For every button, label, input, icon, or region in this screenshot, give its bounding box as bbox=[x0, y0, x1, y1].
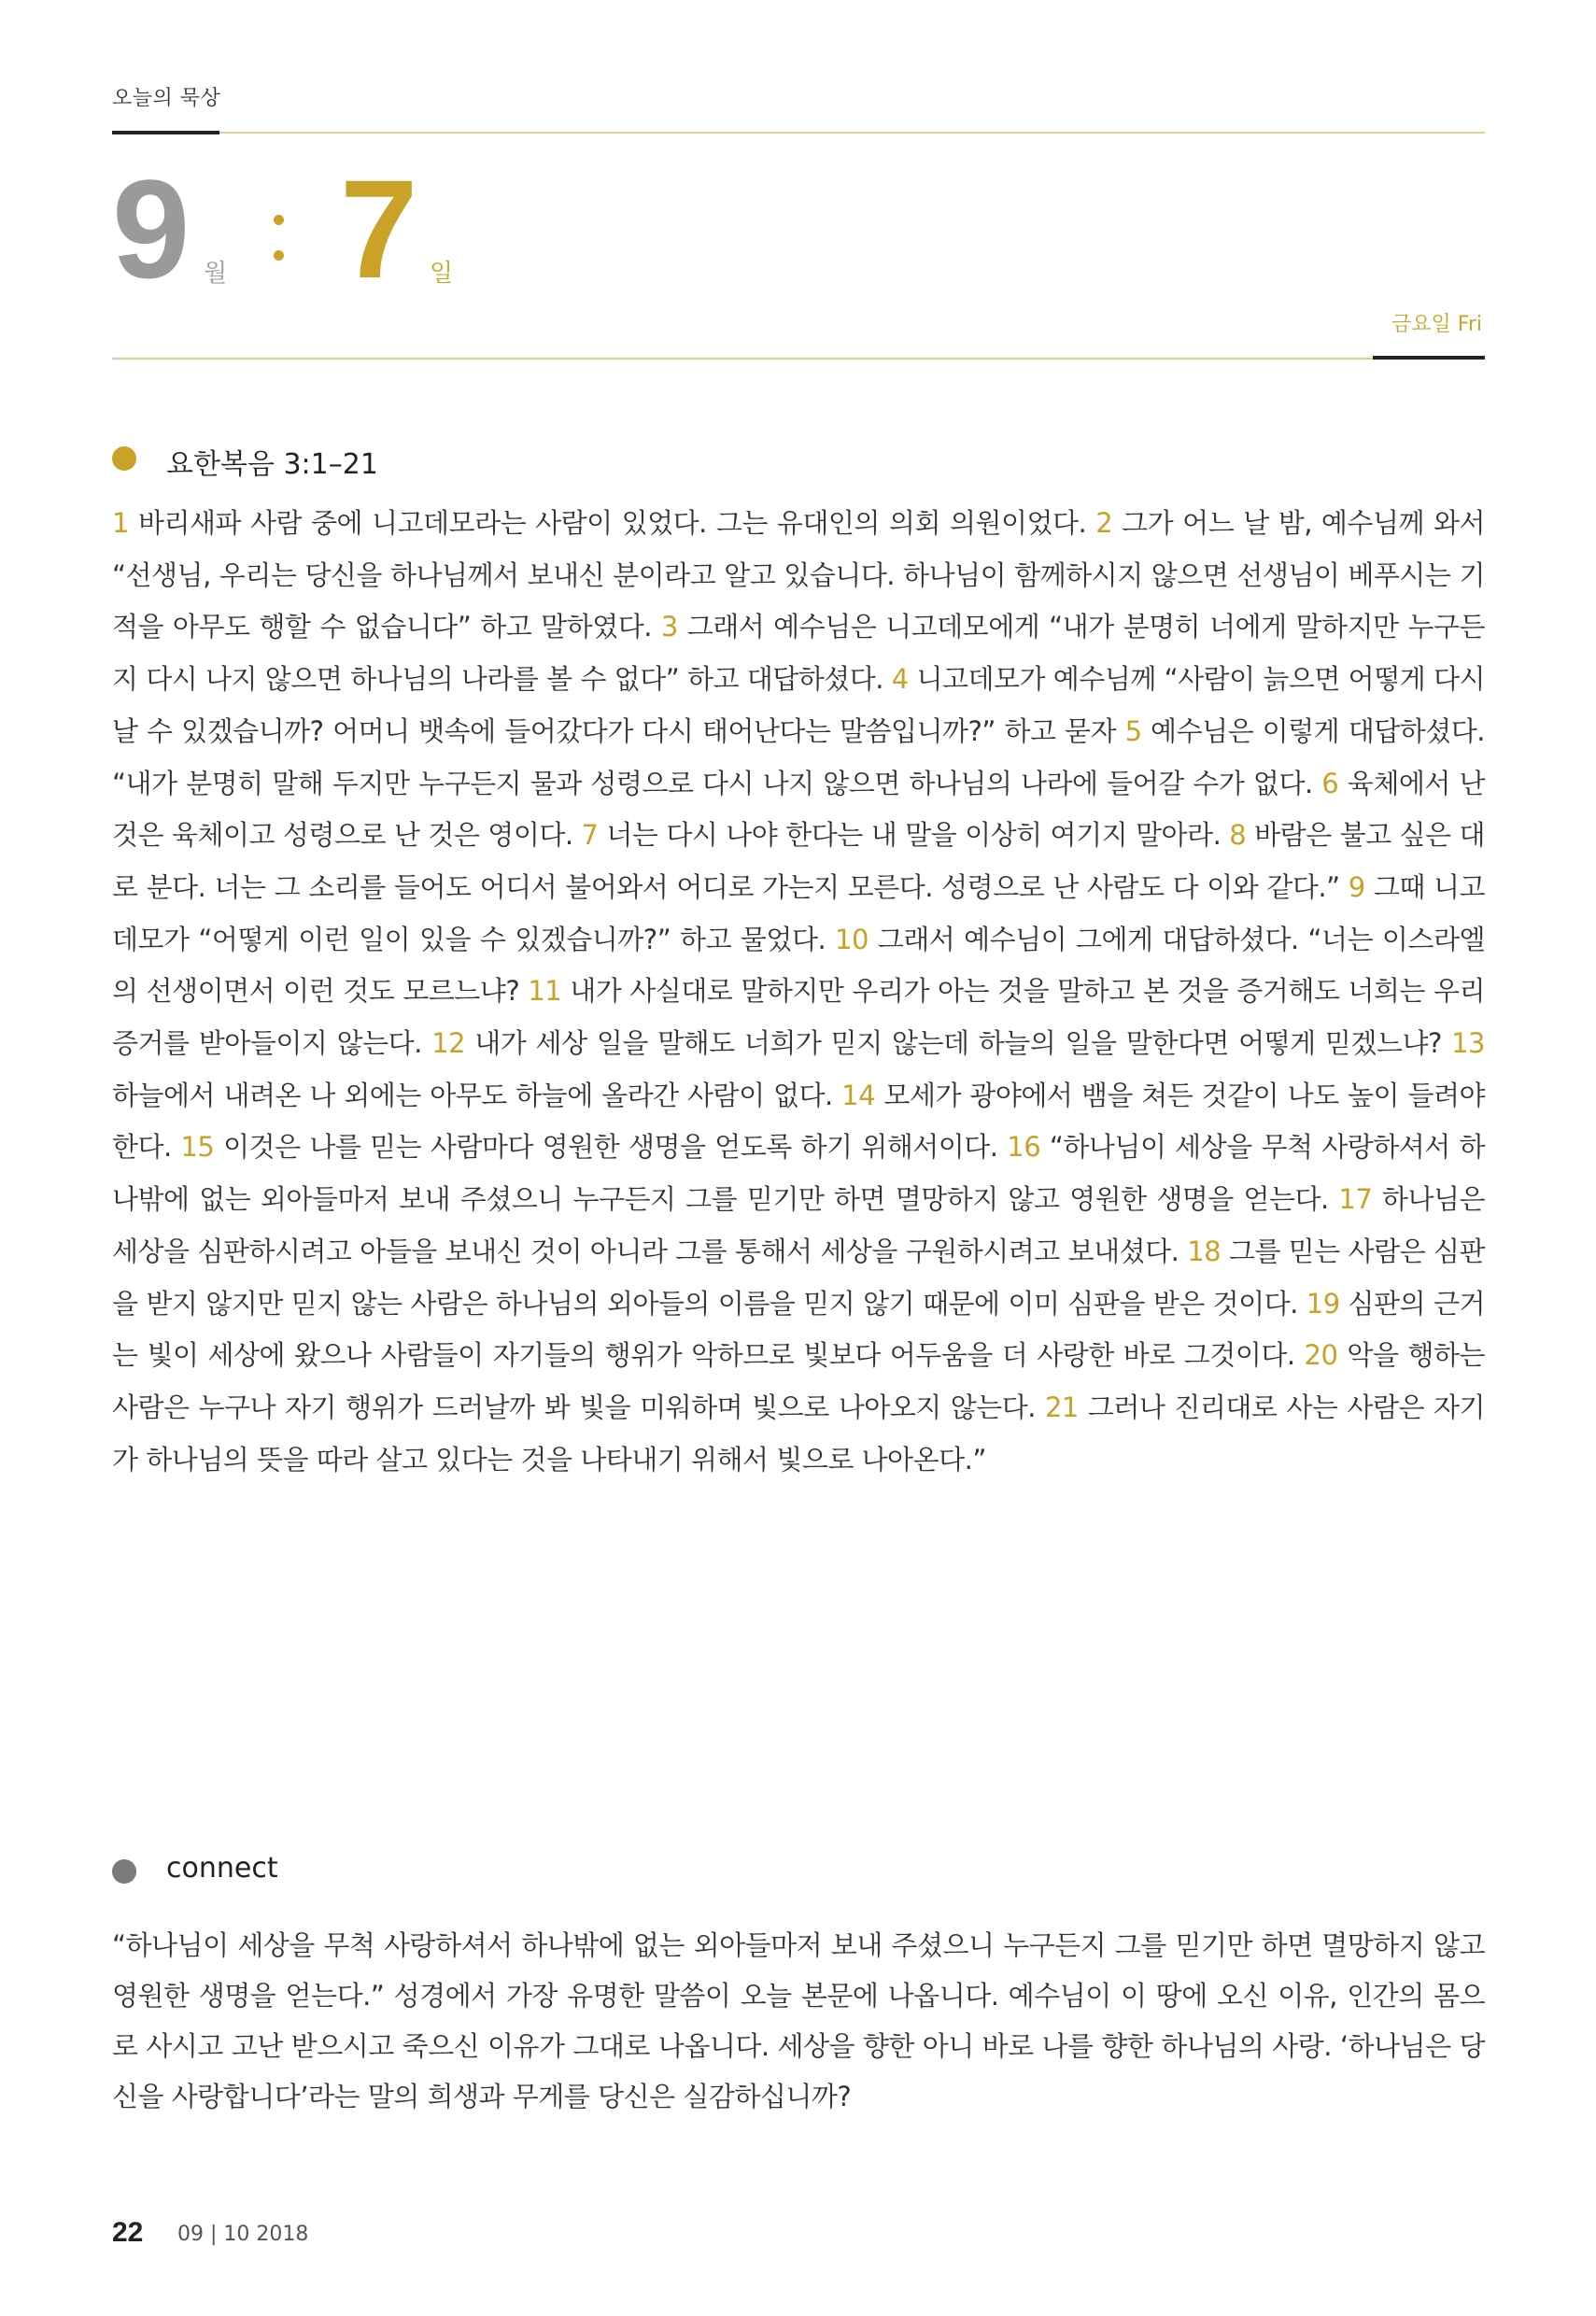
month-number: 9 bbox=[112, 150, 191, 307]
verse-number: 19 bbox=[1306, 1287, 1340, 1320]
colon-dot-bottom bbox=[274, 250, 284, 261]
day-number: 7 bbox=[340, 150, 418, 307]
verse-number: 13 bbox=[1451, 1027, 1485, 1060]
date-rule-thick bbox=[1373, 356, 1485, 360]
verse-text: 그를 믿는 사람은 심판을 받지 않지만 믿지 않는 사람은 하나님의 외아들의 이름을 믿지 않기 때문에 이미 심판을 받은 것이다. bbox=[112, 1235, 1486, 1320]
verse-text: 그래서 예수님이 그에게 대답하셨다. “너는 이스라엘의 선생이면서 이런 것도 모르느냐? bbox=[112, 923, 1485, 1008]
verse-text: 하늘에서 내려온 나 외에는 아무도 하늘에 올라간 사람이 없다. bbox=[112, 1079, 842, 1111]
verse-text: 이것은 나를 믿는 사람마다 영원한 생명을 얻도록 하기 위해서이다. bbox=[214, 1131, 1008, 1164]
date-rule-thin bbox=[112, 358, 1373, 360]
day-unit: 일 bbox=[430, 260, 454, 288]
verse-number: 11 bbox=[528, 975, 562, 1008]
verse-number: 8 bbox=[1229, 819, 1247, 852]
verse-text: 모세가 광야에서 뱀을 쳐든 것같이 나도 높이 들려야 한다. bbox=[112, 1079, 1485, 1164]
connect-bullet-icon bbox=[112, 1859, 136, 1884]
verse-text: 내가 사실대로 말하지만 우리가 아는 것을 말하고 본 것을 증거해도 너희는 우리 증거를 받아들이지 않는다. bbox=[112, 975, 1485, 1060]
verse-number: 5 bbox=[1124, 714, 1142, 747]
header-rule-thin bbox=[219, 132, 1485, 134]
passage-bullet-icon bbox=[112, 446, 136, 471]
verse-number: 6 bbox=[1321, 767, 1339, 799]
verse-text: 바리새파 사람 중에 니고데모라는 사람이 있었다. 그는 유대인의 의회 의원이었다. bbox=[128, 507, 1096, 539]
verse-number: 3 bbox=[660, 611, 678, 643]
date-display bbox=[112, 150, 1485, 307]
verse-text: “하나님이 세상을 무척 사랑하셔서 하나밖에 없는 외아들마저 보내 주셨으니 누구든지 그를 믿기만 하면 멸망하지 않고 영원한 생명을 얻는다. bbox=[112, 1131, 1486, 1216]
verse-text: 예수님은 이렇게 대답하셨다. “내가 분명히 말해 두지만 누구든지 물과 성령으로 다시 나지 않으면 하나님의 나라에 들어갈 수가 없다. bbox=[112, 714, 1485, 799]
verse-text: 하나님은 세상을 심판하시려고 아들을 보내신 것이 아니라 그를 통해서 세상을 구원하시려고 보내셨다. bbox=[112, 1183, 1485, 1267]
verse-number: 10 bbox=[835, 923, 869, 955]
verse-number: 12 bbox=[431, 1027, 466, 1060]
verse-text: 그래서 예수님은 니고데모에게 “내가 분명히 너에게 말하지만 누구든지 다시 나지 않으면 하나님의 나라를 볼 수 없다” 하고 대답하셨다. bbox=[112, 611, 1485, 696]
issue-date: 09 | 10 2018 bbox=[177, 2223, 309, 2246]
passage-body bbox=[112, 498, 1485, 1486]
header-rule-thick bbox=[112, 131, 219, 134]
section-label: 오늘의 묵상 bbox=[112, 87, 221, 110]
verse-number: 14 bbox=[841, 1079, 876, 1111]
verse-number: 18 bbox=[1187, 1235, 1222, 1267]
verse-number: 15 bbox=[180, 1131, 215, 1164]
colon-dot-top bbox=[274, 215, 284, 225]
connect-body: “하나님이 세상을 무척 사랑하셔서 하나밖에 없는 외아들마저 보내 주셨으니 누구든지 그를 믿기만 하면 멸망하지 않고 영원한 생명을 얻는다.” 성경에서 가장 유명한 말씀이 오늘 본문에 나옵니다. 예수님이 이 땅에 오신 이유, 인간의 몸으로 사시고 고난 받으시고 죽으신 이유가 그대로 나옵니다. 세상을 향한 아니 바로 나를 향한 하나님의 사랑. ‘하나님은 당신을 사랑합니다’라는 말의 희생과 무게를 당신은 실감하십니까? bbox=[112, 1929, 1485, 2112]
verse-text: 심판의 근거는 빛이 세상에 왔으나 사람들이 자기들의 행위가 악하므로 빛보다 어두움을 더 사랑한 바로 그것이다. bbox=[112, 1287, 1485, 1372]
verse-number: 21 bbox=[1044, 1391, 1079, 1423]
verse-number: 7 bbox=[581, 819, 599, 852]
verse-number: 2 bbox=[1095, 507, 1113, 539]
month-unit: 월 bbox=[204, 260, 228, 288]
verse-text: 바람은 불고 싶은 대로 분다. 너는 그 소리를 들어도 어디서 불어와서 어디로 가는지 모른다. 성령으로 난 사람도 다 이와 같다.” bbox=[112, 819, 1485, 903]
verse-text: 내가 세상 일을 말해도 너희가 믿지 않는데 하늘의 일을 말한다면 어떻게 믿겠느냐? bbox=[465, 1027, 1452, 1060]
connect-heading: connect bbox=[166, 1852, 278, 1885]
weekday-label: 금요일 Fri bbox=[1391, 313, 1482, 336]
verse-number: 20 bbox=[1304, 1339, 1338, 1372]
passage-heading: 요한복음 3:1–21 bbox=[166, 448, 378, 481]
verse-number: 4 bbox=[891, 663, 909, 696]
verse-number: 9 bbox=[1348, 870, 1365, 903]
verse-text: 니고데모가 예수님께 “사람이 늙으면 어떻게 다시 날 수 있겠습니까? 어머니 뱃속에 들어갔다가 다시 태어난다는 말씀입니까?” 하고 묻자 bbox=[112, 663, 1485, 747]
verse-number: 16 bbox=[1007, 1131, 1041, 1164]
verse-number: 17 bbox=[1338, 1183, 1373, 1216]
verse-text: 육체에서 난 것은 육체이고 성령으로 난 것은 영이다. bbox=[112, 767, 1485, 852]
verse-number: 1 bbox=[112, 507, 129, 539]
verse-text: 그가 어느 날 밤, 예수님께 와서 “선생님, 우리는 당신을 하나님께서 보내신 분이라고 알고 있습니다. 하나님이 함께하시지 않으면 선생님이 베푸시는 기적을 아무도 행할 수 없습니다” 하고 말하였다. bbox=[112, 507, 1485, 643]
verse-text: 악을 행하는 사람은 누구나 자기 행위가 드러날까 봐 빛을 미워하며 빛으로 나아오지 않는다. bbox=[112, 1339, 1485, 1423]
verse-text: 그러나 진리대로 사는 사람은 자기가 하나님의 뜻을 따라 살고 있다는 것을 나타내기 위해서 빛으로 나아온다.” bbox=[112, 1391, 1485, 1476]
verse-text: 그때 니고데모가 “어떻게 이런 일이 있을 수 있겠습니까?” 하고 물었다. bbox=[112, 870, 1485, 955]
page-number: 22 bbox=[112, 2217, 144, 2248]
verse-text: 너는 다시 나야 한다는 내 말을 이상히 여기지 말아라. bbox=[598, 819, 1230, 852]
